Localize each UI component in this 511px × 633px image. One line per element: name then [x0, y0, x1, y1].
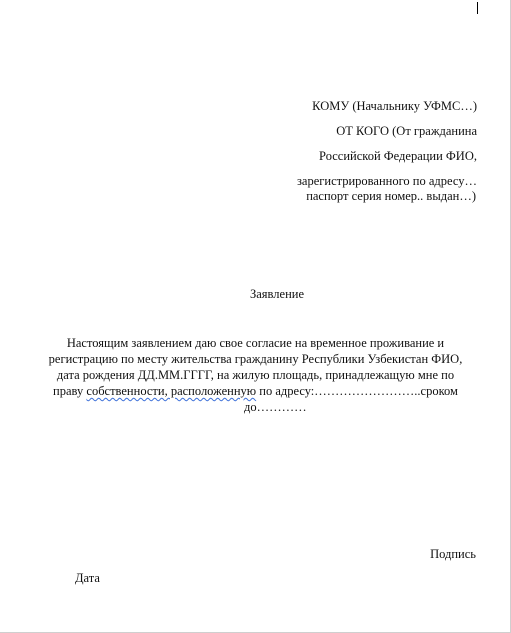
signature-label: Подпись	[430, 547, 476, 561]
body-line-1: Настоящим заявлением даю свое согласие на временное проживание и	[66, 336, 445, 350]
registration-address-line: зарегистрированного по адресу…	[296, 174, 477, 188]
date-label: Дата	[75, 571, 100, 585]
body-line-2: регистрацию по месту жительства гражданину Республики Узбекистан ФИО,	[48, 352, 463, 366]
spellcheck-underlined-text: собственности, расположенную	[86, 384, 257, 398]
body-line-4-start: праву	[53, 384, 87, 398]
document-title: Заявление	[250, 287, 305, 301]
body-line-5: до…………	[244, 400, 307, 414]
sender-name-line: Российской Федерации ФИО,	[319, 149, 477, 163]
passport-line: паспорт серия номер.. выдан…)	[306, 189, 476, 203]
sender-line: ОТ КОГО (От гражданина	[336, 124, 477, 138]
body-line-3: дата рождения ДД.ММ.ГГГГ, на жилую площадь, принадлежащую мне по	[56, 368, 455, 382]
body-line-4-end: по адресу:……………………..сроком	[256, 384, 458, 398]
recipient-line: КОМУ (Начальнику УФМС…)	[312, 99, 477, 113]
body-line-4	[0, 384, 511, 399]
text-cursor	[477, 2, 478, 14]
